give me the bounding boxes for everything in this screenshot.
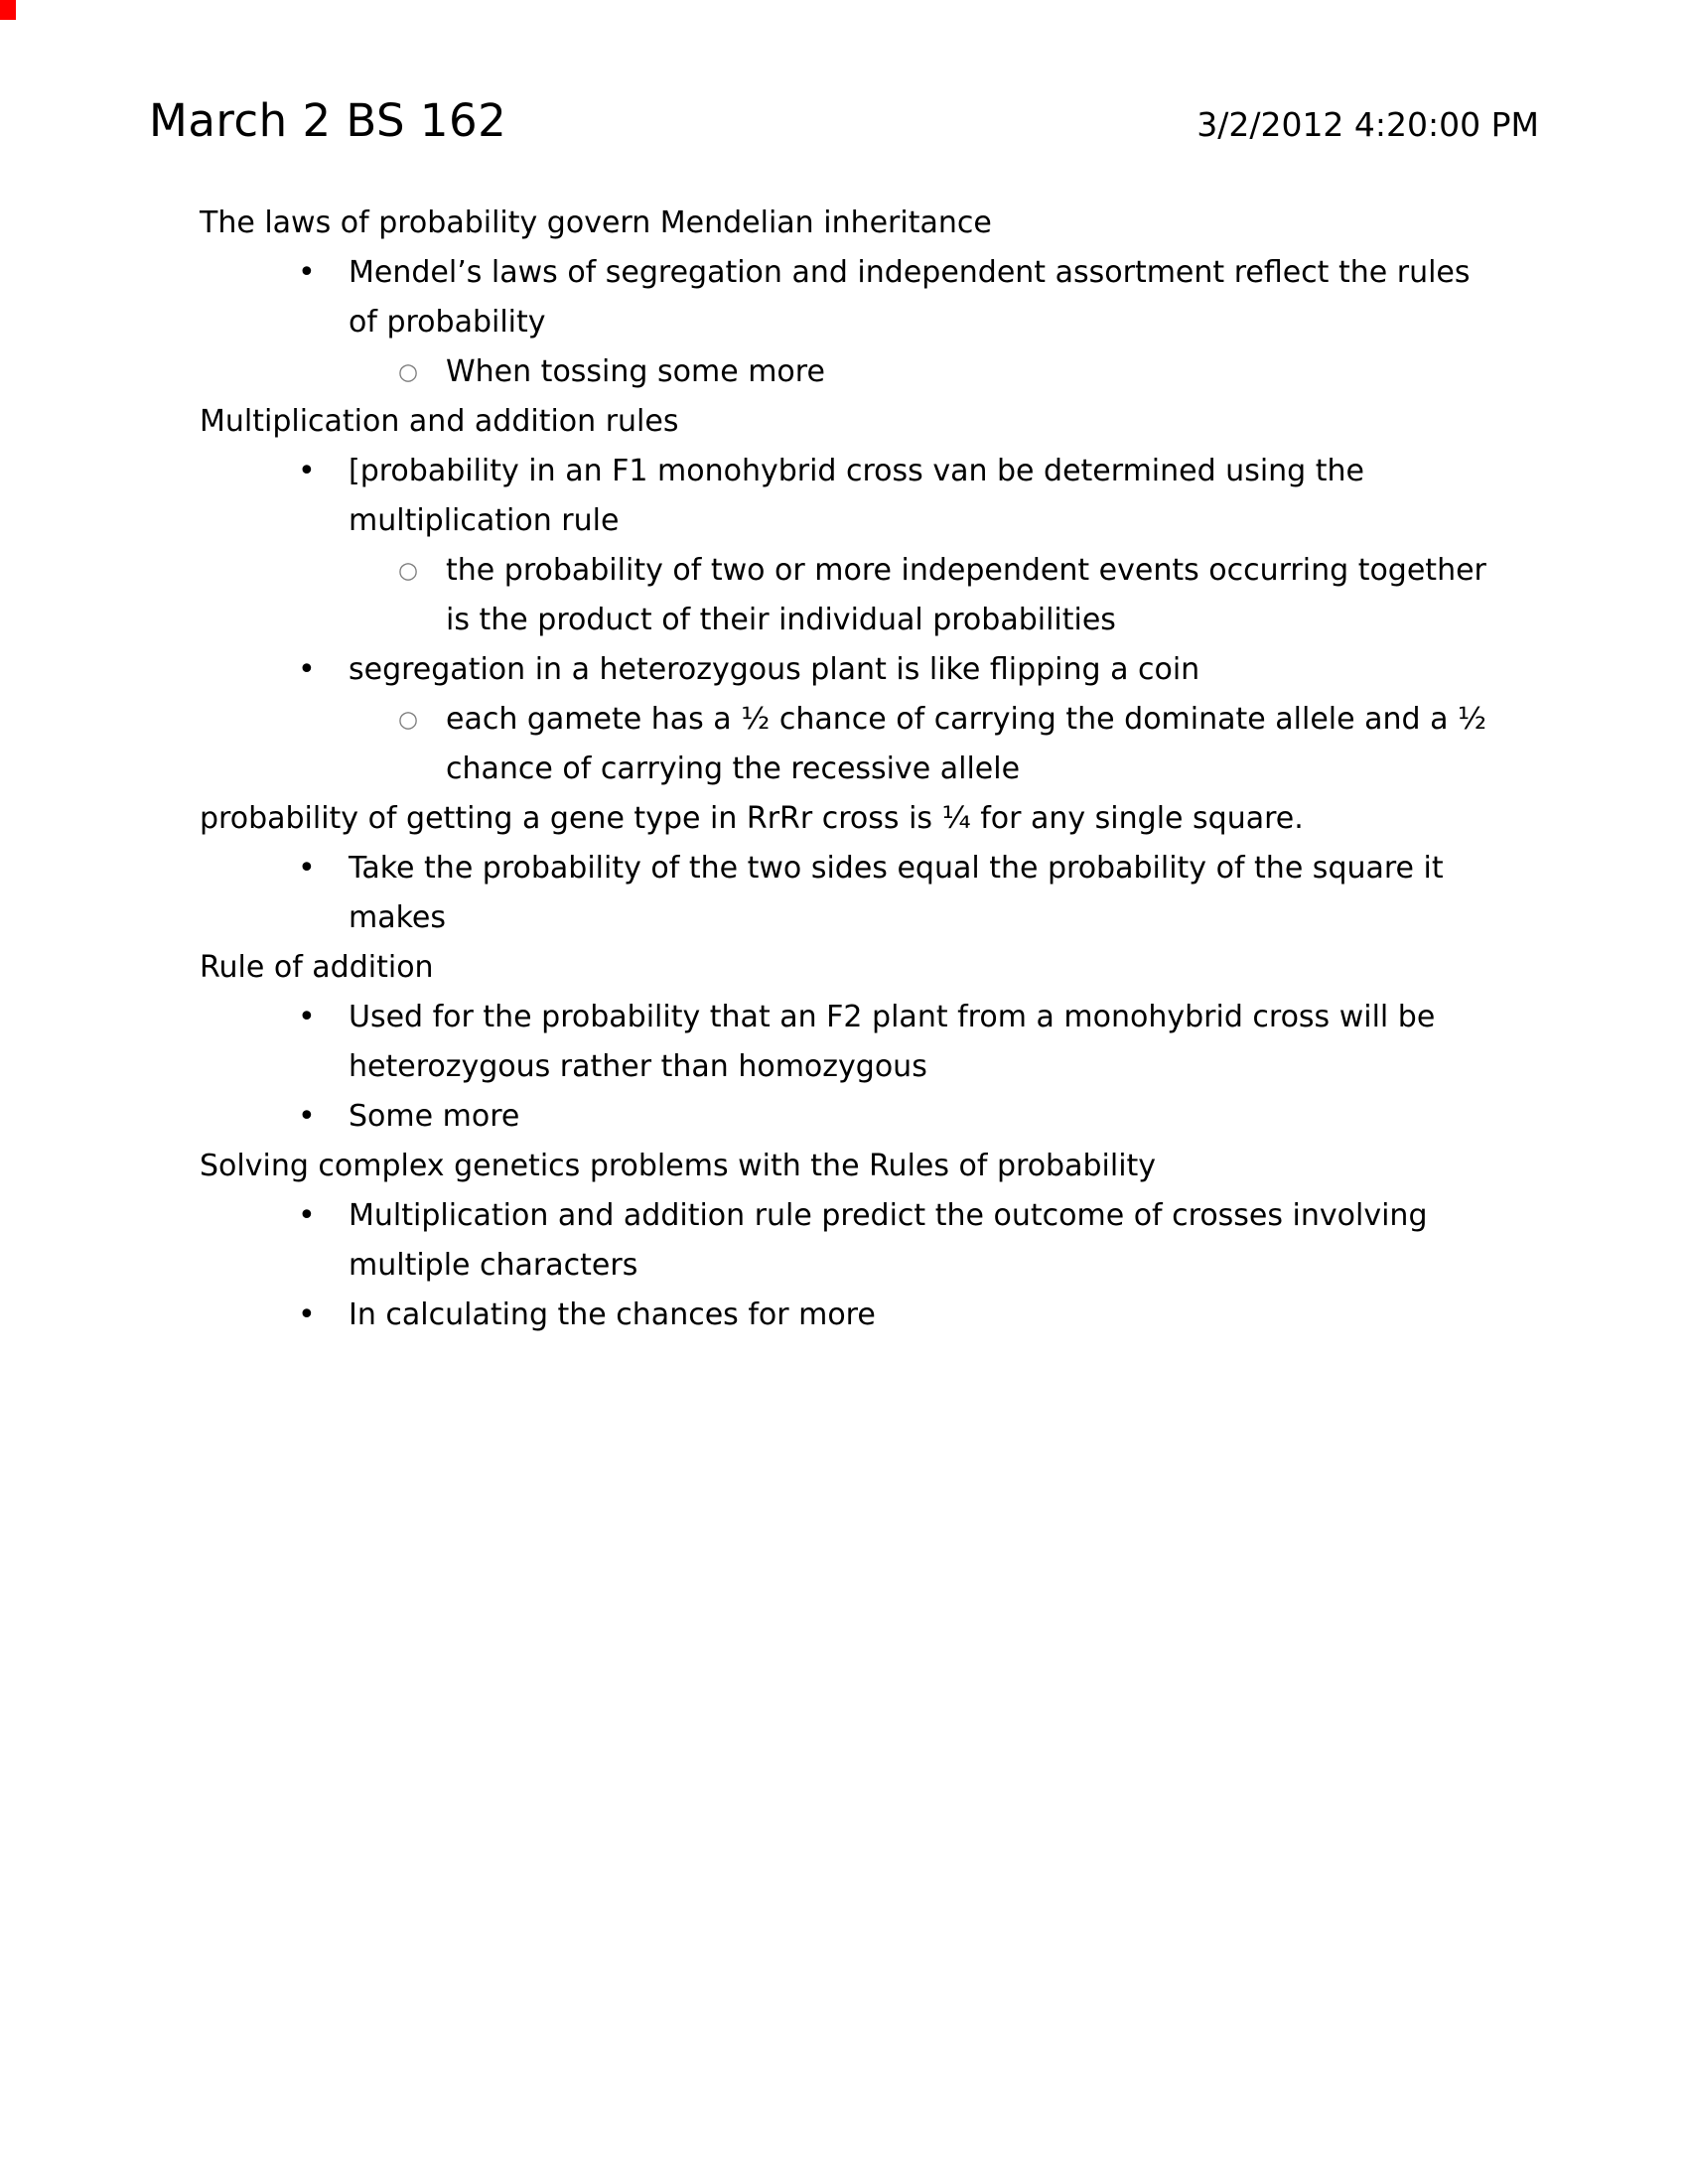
page-title: March 2 BS 162 [149, 94, 507, 147]
outline-item [0, 695, 1688, 794]
outline-item-text: the probability of two or more independent events occurring together is the product of their individual probabilities [446, 553, 1486, 637]
bullet-icon: • [298, 255, 316, 290]
outline-item-text: Take the probability of the two sides equal the probability of the square it makes [349, 851, 1444, 935]
bullet-icon: • [298, 1099, 316, 1134]
circle-bullet-icon: ○ [398, 359, 419, 385]
outline-item-text: [probability in an F1 monohybrid cross van be determined using the multiplication rule [349, 454, 1364, 538]
outline-item-text: segregation in a heterozygous plant is like flipping a coin [349, 652, 1200, 687]
outline-item [0, 397, 1688, 447]
outline-item [0, 546, 1688, 645]
outline-list [0, 199, 1688, 1340]
outline-item [0, 645, 1688, 695]
outline-item [0, 447, 1688, 546]
outline-item [0, 1092, 1688, 1142]
bullet-icon: • [298, 851, 316, 886]
outline-item-text: each gamete has a ½ chance of carrying the dominate allele and a ½ chance of carrying the recessive allele [446, 702, 1487, 786]
outline-item [0, 1191, 1688, 1291]
bullet-icon: • [298, 1297, 316, 1332]
outline-item-text: Mendel’s laws of segregation and independent assortment reflect the rules of probability [349, 255, 1471, 340]
outline-item [0, 347, 1688, 397]
outline-item-text: Multiplication and addition rules [200, 404, 679, 439]
outline-item [0, 199, 1688, 248]
outline-item-text: Some more [349, 1099, 520, 1134]
bullet-icon: • [298, 1198, 316, 1233]
outline-item-text: Solving complex genetics problems with the Rules of probability [200, 1149, 1157, 1183]
outline-item [0, 943, 1688, 993]
outline-item-text: probability of getting a gene type in RrRr cross is ¼ for any single square. [200, 801, 1304, 836]
bullet-icon: • [298, 1000, 316, 1034]
document-header [0, 0, 1688, 147]
circle-bullet-icon: ○ [398, 707, 419, 733]
outline-item-text: Rule of addition [200, 950, 434, 985]
outline-item-text: In calculating the chances for more [349, 1297, 876, 1332]
bullet-icon: • [298, 454, 316, 488]
circle-bullet-icon: ○ [398, 558, 419, 584]
outline-item [0, 1142, 1688, 1191]
outline-item [0, 993, 1688, 1092]
corner-artifact [0, 0, 16, 20]
outline-item [0, 794, 1688, 844]
outline-item [0, 248, 1688, 347]
bullet-icon: • [298, 652, 316, 687]
outline-item-text: Multiplication and addition rule predict the outcome of crosses involving multiple characters [349, 1198, 1428, 1283]
outline-item [0, 1291, 1688, 1340]
outline-item [0, 844, 1688, 943]
outline-item-text: Used for the probability that an F2 plant from a monohybrid cross will be heterozygous rather than homozygous [349, 1000, 1436, 1084]
outline-item-text: When tossing some more [446, 354, 825, 389]
timestamp: 3/2/2012 4:20:00 PM [1196, 105, 1539, 144]
outline-item-text: The laws of probability govern Mendelian inheritance [200, 205, 992, 240]
